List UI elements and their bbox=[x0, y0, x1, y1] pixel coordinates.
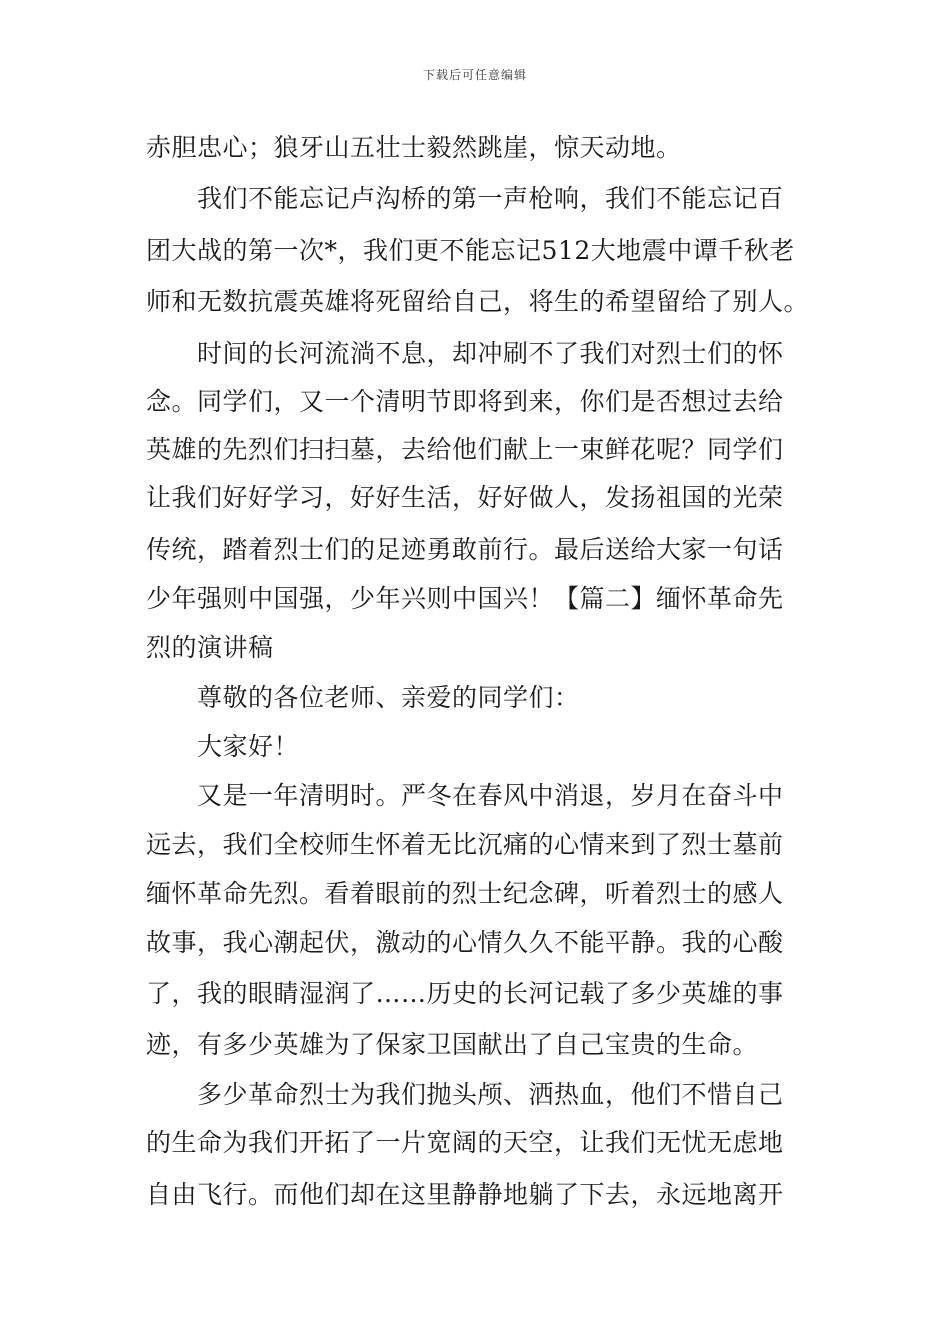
text-line: 让我们好好学习，好好生活，好好做人，发扬祖国的光荣 bbox=[146, 483, 784, 512]
text-line: 少年强则中国强，少年兴则中国兴！【篇二】缅怀革命先 bbox=[146, 584, 784, 613]
text-line: 故事，我心潮起伏，激动的心情久久不能平静。我的心酸 bbox=[146, 928, 784, 957]
text-line: 远去，我们全校师生怀着无比沉痛的心情来到了烈士墓前 bbox=[146, 830, 784, 859]
page-header-note: 下载后可任意编辑 bbox=[422, 68, 527, 82]
text-line: 的生命为我们开拓了一片宽阔的天空，让我们无忧无虑地 bbox=[146, 1128, 784, 1157]
text-line: 师和无数抗震英雄将死留给自己，将生的希望留给了别人。 bbox=[146, 287, 810, 316]
text-line: 了，我的眼睛湿润了……历史的长河记载了多少英雄的事 bbox=[146, 979, 784, 1008]
text-line: 自由飞行。而他们却在这里静静地躺了下去，永远地离开 bbox=[146, 1180, 784, 1209]
text-line: 迹，有多少英雄为了保家卫国献出了自己宝贵的生命。 bbox=[146, 1030, 759, 1059]
text-line: 团大战的第一次*，我们更不能忘记512大地震中谭千秋老 bbox=[146, 236, 795, 265]
text-line: 念。同学们，又一个清明节即将到来，你们是否想过去给 bbox=[146, 387, 784, 416]
paragraph-start-line: 我们不能忘记卢沟桥的第一声枪响，我们不能忘记百 bbox=[197, 184, 784, 213]
text-line: 传统，踏着烈士们的足迹勇敢前行。最后送给大家一句话 bbox=[146, 535, 784, 564]
greeting-line: 大家好！ bbox=[197, 732, 300, 761]
text-line: 赤胆忠心；狼牙山五壮士毅然跳崖，惊天动地。 bbox=[146, 133, 682, 162]
salutation-line: 尊敬的各位老师、亲爱的同学们： bbox=[197, 683, 580, 712]
paragraph-start-line: 多少革命烈士为我们抛头颅、洒热血，他们不惜自己 bbox=[197, 1080, 784, 1109]
text-line: 英雄的先烈们扫扫墓，去给他们献上一束鲜花呢？同学们 bbox=[146, 435, 784, 464]
paragraph-start-line: 时间的长河流淌不息，却冲刷不了我们对烈士们的怀 bbox=[197, 339, 784, 368]
text-line: 烈的演讲稿 bbox=[146, 633, 274, 662]
text-line: 缅怀革命先烈。看着眼前的烈士纪念碑，听着烈士的感人 bbox=[146, 879, 784, 908]
paragraph-start-line: 又是一年清明时。严冬在春风中消退，岁月在奋斗中 bbox=[197, 781, 784, 810]
